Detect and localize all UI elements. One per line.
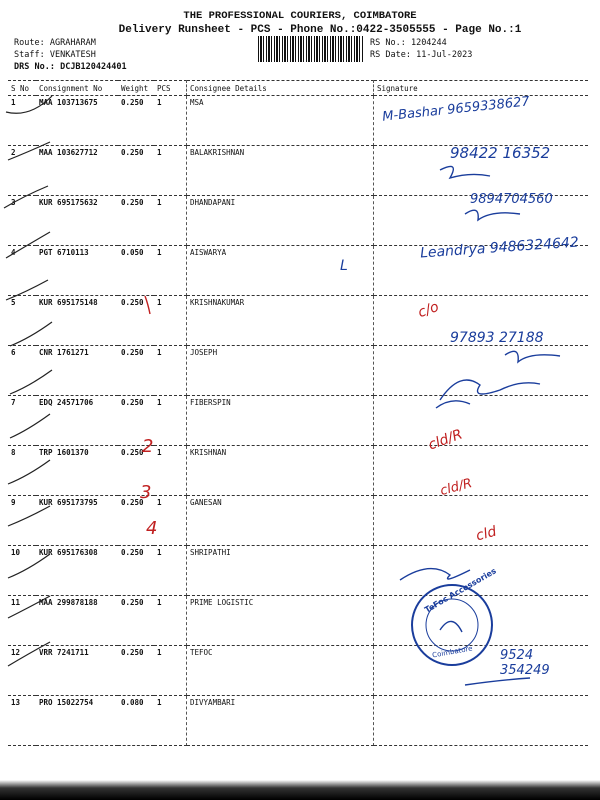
- sno-cell: 8: [8, 446, 36, 496]
- weight-cell: 0.250: [118, 446, 154, 496]
- consignee-cell: JOSEPH: [187, 346, 374, 396]
- weight-cell: 0.250: [118, 96, 154, 146]
- pcs-cell: 1: [154, 646, 187, 696]
- weight-cell: 0.250: [118, 396, 154, 446]
- cld-mark-5: c/o: [415, 298, 442, 322]
- consignee-cell: DIVYAMBARI: [187, 696, 374, 746]
- consignment-cell: KUR 695173795: [36, 496, 118, 546]
- sno-cell: 6: [8, 346, 36, 396]
- signature-6: 97893 27188: [450, 330, 544, 346]
- pcs-cell: 1: [154, 196, 187, 246]
- pcs-cell: 1: [154, 596, 187, 646]
- sno-cell: 7: [8, 396, 36, 446]
- weight-cell: 0.080: [118, 696, 154, 746]
- sno-cell: 12: [8, 646, 36, 696]
- consignee-cell: PRIME LOGISTIC: [187, 596, 374, 646]
- signature-1: M-Bashar 9659338627: [381, 94, 531, 125]
- scan-shadow: [0, 780, 600, 800]
- note-l: L: [340, 258, 348, 274]
- weight-cell: 0.250: [118, 646, 154, 696]
- count-mark-10: 4: [146, 518, 158, 539]
- signature-3: 9894704560: [470, 192, 553, 207]
- pcs-cell: 1: [154, 296, 187, 346]
- consignment-cell: EDQ 24571706: [36, 396, 118, 446]
- weight-cell: 0.250: [118, 146, 154, 196]
- weight-cell: 0.250: [118, 196, 154, 246]
- sno-cell: 1: [8, 96, 36, 146]
- consignee-cell: GANESAN: [187, 496, 374, 546]
- consignment-cell: KUR 695176308: [36, 546, 118, 596]
- count-mark-8: 2: [142, 436, 154, 457]
- col-pcs: PCS: [154, 81, 187, 96]
- drs-label: DRS No.:: [14, 62, 55, 72]
- consignment-cell: MAA 299878188: [36, 596, 118, 646]
- consignee-cell: KRISHNAKUMAR: [187, 296, 374, 346]
- pcs-cell: 1: [154, 546, 187, 596]
- company-title: THE PROFESSIONAL COURIERS, COIMBATORE: [183, 10, 417, 22]
- weight-cell: 0.250: [118, 596, 154, 646]
- sno-cell: 13: [8, 696, 36, 746]
- rs-date-label: RS Date:: [370, 50, 411, 60]
- count-mark-9: 3: [140, 482, 152, 503]
- cld-mark-8: cld/R: [426, 426, 465, 454]
- consignee-cell: KRISHNAN: [187, 446, 374, 496]
- col-sno: S No: [8, 81, 36, 96]
- consignee-cell: TEFOC: [187, 646, 374, 696]
- staff-label: Staff:: [14, 50, 45, 60]
- rs-no-label: RS No.:: [370, 38, 406, 48]
- cld-mark-10: cld: [474, 523, 499, 545]
- signature-2: 98422 16352: [450, 144, 551, 162]
- staff-value: VENKATESH: [49, 50, 96, 60]
- signature-13: 9524 354249: [500, 648, 550, 678]
- pcs-cell: 1: [154, 446, 187, 496]
- rs-date-value: 11-Jul-2023: [416, 50, 473, 60]
- consignment-cell: MAA 103627712: [36, 146, 118, 196]
- drs-value: DCJB120424401: [60, 62, 127, 72]
- consignment-cell: KUR 695175148: [36, 296, 118, 346]
- consignee-cell: DHANDAPANI: [187, 196, 374, 246]
- cld-mark-9: cld/R: [438, 476, 474, 499]
- col-consignee: Consignee Details: [187, 81, 374, 96]
- sno-cell: 9: [8, 496, 36, 546]
- consignment-cell: MAA 103713675: [36, 96, 118, 146]
- pcs-cell: 1: [154, 96, 187, 146]
- pcs-cell: 1: [154, 396, 187, 446]
- sno-cell: 3: [8, 196, 36, 246]
- weight-cell: 0.050: [118, 246, 154, 296]
- weight-cell: 0.250: [118, 546, 154, 596]
- consignee-cell: AISWARYA: [187, 246, 374, 296]
- consignee-cell: BALAKRISHNAN: [187, 146, 374, 196]
- pcs-cell: 1: [154, 146, 187, 196]
- consignee-cell: MSA: [187, 96, 374, 146]
- signature-4: Leandrya 9486324642: [419, 234, 580, 262]
- weight-cell: 0.250: [118, 296, 154, 346]
- route-value: AGRAHARAM: [49, 38, 96, 48]
- stamp-city-text: Coimbatore: [431, 644, 474, 660]
- consignment-cell: PGT 6710113: [36, 246, 118, 296]
- consignee-cell: SHRIPATHI: [187, 546, 374, 596]
- consignment-cell: CNR 1761271: [36, 346, 118, 396]
- weight-cell: 0.250: [118, 346, 154, 396]
- rs-no-value: 1204244: [410, 38, 447, 48]
- consignment-cell: PRO 15022754: [36, 696, 118, 746]
- pcs-cell: 1: [154, 346, 187, 396]
- weight-cell: 0.250: [118, 496, 154, 546]
- sno-cell: 11: [8, 596, 36, 646]
- col-weight: Weight: [118, 81, 154, 96]
- pcs-cell: 1: [154, 246, 187, 296]
- sno-cell: 10: [8, 546, 36, 596]
- pcs-cell: 1: [154, 696, 187, 746]
- sno-cell: 5: [8, 296, 36, 346]
- consignment-cell: VRR 7241711: [36, 646, 118, 696]
- route-label: Route:: [14, 38, 45, 48]
- col-signature: Signature: [374, 81, 589, 96]
- stamp-company-text: TeFoc Accessories: [423, 566, 498, 615]
- sno-cell: 4: [8, 246, 36, 296]
- tick-marks: [4, 96, 52, 666]
- consignee-cell: FIBERSPIN: [187, 396, 374, 446]
- col-consignment: Consignment No: [36, 81, 118, 96]
- sno-cell: 2: [8, 146, 36, 196]
- pcs-cell: 1: [154, 496, 187, 546]
- runsheet-subtitle: Delivery Runsheet - PCS - Phone No.:0422-3505555 - Page No.:1: [118, 24, 522, 36]
- consignment-cell: TRP 1601370: [36, 446, 118, 496]
- consignment-cell: KUR 695175632: [36, 196, 118, 246]
